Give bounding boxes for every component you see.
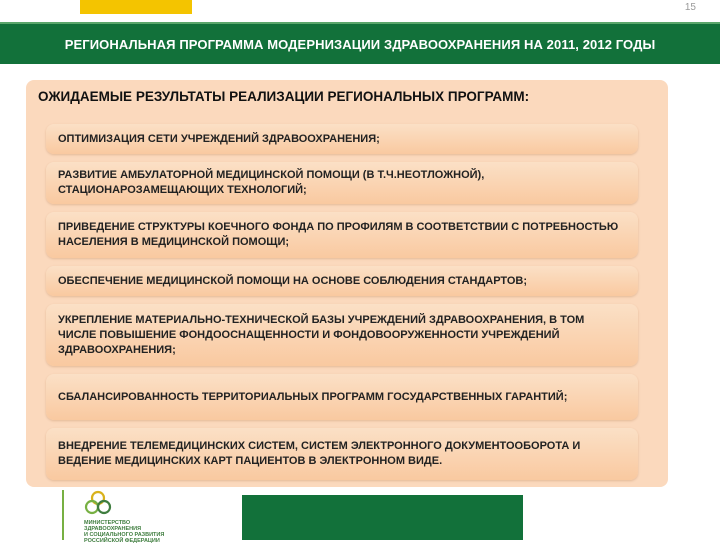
header-bar: [0, 22, 720, 64]
result-item-bed-fund: [46, 212, 638, 258]
ministry-emblem-icon: [84, 490, 112, 516]
result-item-optimization: [46, 124, 638, 154]
result-item-telemedicine: [46, 428, 638, 480]
result-item-text: УКРЕПЛЕНИЕ МАТЕРИАЛЬНО-ТЕХНИЧЕСКОЙ БАЗЫ УЧРЕЖДЕНИЙ ЗДРАВООХРАНЕНИЯ, В ТОМ ЧИСЛЕ ПОВЫШЕНИЕ ФОНДООСНАЩЕННОСТИ И ФОНДОВООРУЖЕННОСТИ УЧРЕЖДЕНИЙ ЗДРАВООХРАНЕНИЯ;: [58, 313, 585, 356]
top-accent-bar: [80, 0, 192, 14]
result-item-text: ОПТИМИЗАЦИЯ СЕТИ УЧРЕЖДЕНИЙ ЗДРАВООХРАНЕНИЯ;: [58, 132, 380, 145]
result-item-text: ОБЕСПЕЧЕНИЕ МЕДИЦИНСКОЙ ПОМОЩИ НА ОСНОВЕ СОБЛЮДЕНИЯ СТАНДАРТОВ;: [58, 274, 528, 287]
page-number: 15: [684, 2, 696, 13]
ministry-name: МИНИСТЕРСТВО ЗДРАВООХРАНЕНИЯ И СОЦИАЛЬНОГО РАЗВИТИЯ РОССИЙСКОЙ ФЕДЕРАЦИИ: [84, 520, 165, 544]
page-title: РЕГИОНАЛЬНАЯ ПРОГРАММА МОДЕРНИЗАЦИИ ЗДРАВООХРАНЕНИЯ НА 2011, 2012 ГОДЫ: [64, 36, 656, 52]
result-item-guarantees: [46, 374, 638, 420]
footer-green-block: [242, 495, 523, 540]
result-item-text: ВНЕДРЕНИЕ ТЕЛЕМЕДИЦИНСКИХ СИСТЕМ, СИСТЕМ ЭЛЕКТРОННОГО ДОКУМЕНТООБОРОТА И ВЕДЕНИЕ МЕДИЦИНСКИХ КАРТ ПАЦИЕНТОВ В ЭЛЕКТРОННОМ ВИДЕ.: [58, 440, 581, 467]
result-item-text: РАЗВИТИЕ АМБУЛАТОРНОЙ МЕДИЦИНСКОЙ ПОМОЩИ (В Т.Ч.НЕОТЛОЖНОЙ), СТАЦИОНАРОЗАМЕЩАЮЩИХ ТЕХНОЛОГИЙ;: [58, 169, 485, 196]
result-item-material-base: [46, 304, 638, 366]
ministry-logo: [62, 490, 222, 544]
result-item-text: СБАЛАНСИРОВАННОСТЬ ТЕРРИТОРИАЛЬНЫХ ПРОГРАММ ГОСУДАРСТВЕННЫХ ГАРАНТИЙ;: [58, 390, 568, 403]
result-item-text: ПРИВЕДЕНИЕ СТРУКТУРЫ КОЕЧНОГО ФОНДА ПО ПРОФИЛЯМ В СООТВЕТСТВИИ С ПОТРЕБНОСТЬЮ НАСЕЛЕНИЯ В МЕДИЦИНСКОЙ ПОМОЩИ;: [58, 221, 619, 248]
result-item-ambulatory: [46, 162, 638, 204]
result-item-standards: [46, 266, 638, 296]
panel-title: ОЖИДАЕМЫЕ РЕЗУЛЬТАТЫ РЕАЛИЗАЦИИ РЕГИОНАЛЬНЫХ ПРОГРАММ:: [38, 89, 530, 104]
